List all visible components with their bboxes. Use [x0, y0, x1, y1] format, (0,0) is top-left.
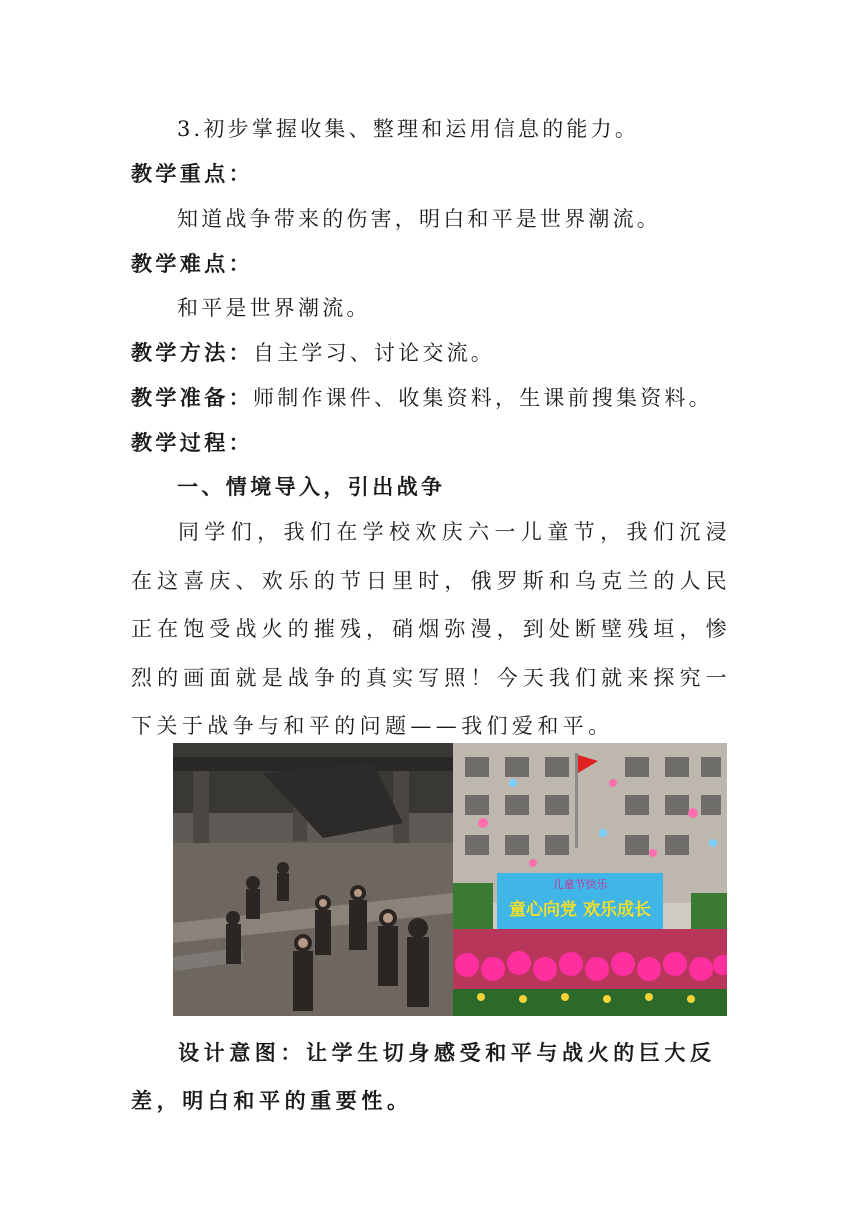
children-day-celebration-photo	[453, 743, 727, 1016]
design-intent-text: 让学生切身感受和平与战火的巨大反差，明白和平的重要性。	[131, 1041, 716, 1113]
process-label: 教学过程：	[131, 431, 253, 455]
section1-heading: 一、情境导入，引出战争	[177, 475, 446, 499]
preparation-label: 教学准备：	[131, 386, 253, 410]
preparation-text: 师制作课件、收集资料，生课前搜集资料。	[253, 386, 713, 410]
section1-paragraph: 同学们，我们在学校欢庆六一儿童节，我们沉浸在这喜庆、欢乐的节日里时，俄罗斯和乌克兰的人民正在饱受战火的摧残，硝烟弥漫，到处断壁残垣，惨烈的画面就是战争的真实写照！今天我们就来探究一下关于战争与和平的问题——我们爱和平。	[131, 520, 731, 738]
war-refugees-photo	[173, 743, 453, 1016]
banner-top-text: 儿童节快乐	[552, 878, 608, 891]
design-intent-paragraph	[131, 1029, 731, 1125]
banner-main-text: 童心向党 欢乐成长	[509, 900, 651, 920]
key-points-label: 教学重点：	[131, 162, 253, 186]
key-points-text: 知道战争带来的伤害，明白和平是世界潮流。	[177, 207, 661, 231]
difficulties-text: 和平是世界潮流。	[177, 296, 371, 320]
design-intent-label: 设计意图：	[178, 1041, 306, 1065]
methods-line	[131, 343, 731, 364]
difficulties-label: 教学难点：	[131, 252, 253, 276]
objective-item-3: 3.初步掌握收集、整理和运用信息的能力。	[177, 117, 640, 141]
preparation-line	[131, 388, 731, 409]
methods-label: 教学方法：	[131, 341, 253, 365]
comparison-photo	[173, 743, 727, 1016]
methods-text: 自主学习、讨论交流。	[253, 341, 495, 365]
